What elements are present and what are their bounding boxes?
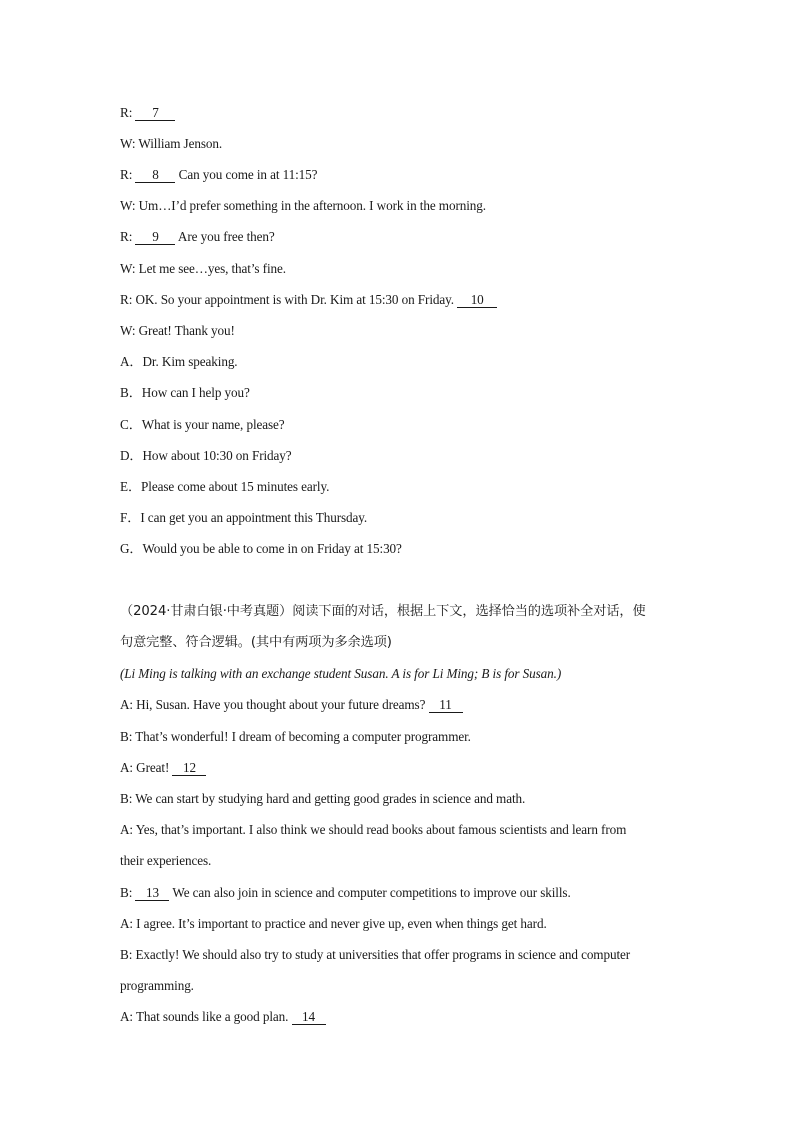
dialogue-line — [120, 291, 680, 308]
answer-blank[interactable]: 10 — [457, 293, 497, 308]
dialogue-line — [120, 104, 680, 121]
dialogue-line: W: William Jenson. — [120, 136, 223, 151]
dialogue-line: W: Let me see…yes, that’s fine. — [120, 261, 286, 276]
option-e: E．Please come about 15 minutes early. — [120, 479, 330, 494]
dialogue-line: their experiences. — [120, 853, 212, 868]
line-text: A: That sounds like a good plan. — [120, 1009, 292, 1024]
dialogue-line — [120, 884, 680, 901]
line-text: A: Great! — [120, 760, 173, 775]
answer-blank[interactable]: 14 — [292, 1010, 326, 1025]
answer-blank[interactable]: 12 — [172, 761, 206, 776]
option-b: B．How can I help you? — [120, 385, 250, 400]
dialogue-line — [120, 228, 680, 245]
section-instruction: 句意完整、符合逻辑。(其中有两项为多余选项) — [120, 635, 392, 650]
dialogue-line: A: I agree. It’s important to practice and never give up, even when things get hard. — [120, 916, 547, 931]
line-text: R: OK. So your appointment is with Dr. Kim at 15:30 on Friday. — [120, 292, 458, 307]
dialogue-line: B: That’s wonderful! I dream of becoming a computer programmer. — [120, 729, 471, 744]
dialogue-context: (Li Ming is talking with an exchange student Susan. A is for Li Ming; B is for Susan.) — [120, 666, 562, 681]
line-text: R: — [120, 229, 136, 244]
line-text: B: — [120, 885, 136, 900]
dialogue-line — [120, 166, 680, 183]
dialogue-line — [120, 1008, 680, 1025]
section-instruction: （2024·甘肃白银·中考真题）阅读下面的对话，根据上下文，选择恰当的选项补全对话，使 — [120, 604, 646, 619]
option-g: G．Would you be able to come in on Friday at 15:30? — [120, 541, 402, 556]
dialogue-line — [120, 759, 680, 776]
answer-blank[interactable]: 13 — [135, 886, 169, 901]
line-text: R: — [120, 105, 136, 120]
line-text: We can also join in science and computer competitions to improve our skills. — [169, 885, 571, 900]
line-text: Are you free then? — [175, 229, 275, 244]
dialogue-line: B: We can start by studying hard and getting good grades in science and math. — [120, 791, 526, 806]
option-d: D．How about 10:30 on Friday? — [120, 448, 292, 463]
option-a: A．Dr. Kim speaking. — [120, 354, 238, 369]
line-text: Can you come in at 11:15? — [175, 167, 318, 182]
answer-blank[interactable]: 11 — [429, 698, 463, 713]
option-c: C．What is your name, please? — [120, 417, 285, 432]
dialogue-line: W: Um…I’d prefer something in the afternoon. I work in the morning. — [120, 198, 486, 213]
line-text: A: Hi, Susan. Have you thought about your future dreams? — [120, 697, 429, 712]
dialogue-line: programming. — [120, 978, 194, 993]
dialogue-line — [120, 696, 680, 713]
dialogue-line: B: Exactly! We should also try to study at universities that offer programs in science and computer — [120, 947, 631, 962]
dialogue-line: A: Yes, that’s important. I also think we should read books about famous scientists and learn from — [120, 822, 627, 837]
line-text: R: — [120, 167, 136, 182]
answer-blank[interactable]: 8 — [135, 168, 175, 183]
answer-blank[interactable]: 9 — [135, 230, 175, 245]
dialogue-line: W: Great! Thank you! — [120, 323, 235, 338]
answer-blank[interactable]: 7 — [135, 106, 175, 121]
option-f: F．I can get you an appointment this Thursday. — [120, 510, 368, 525]
